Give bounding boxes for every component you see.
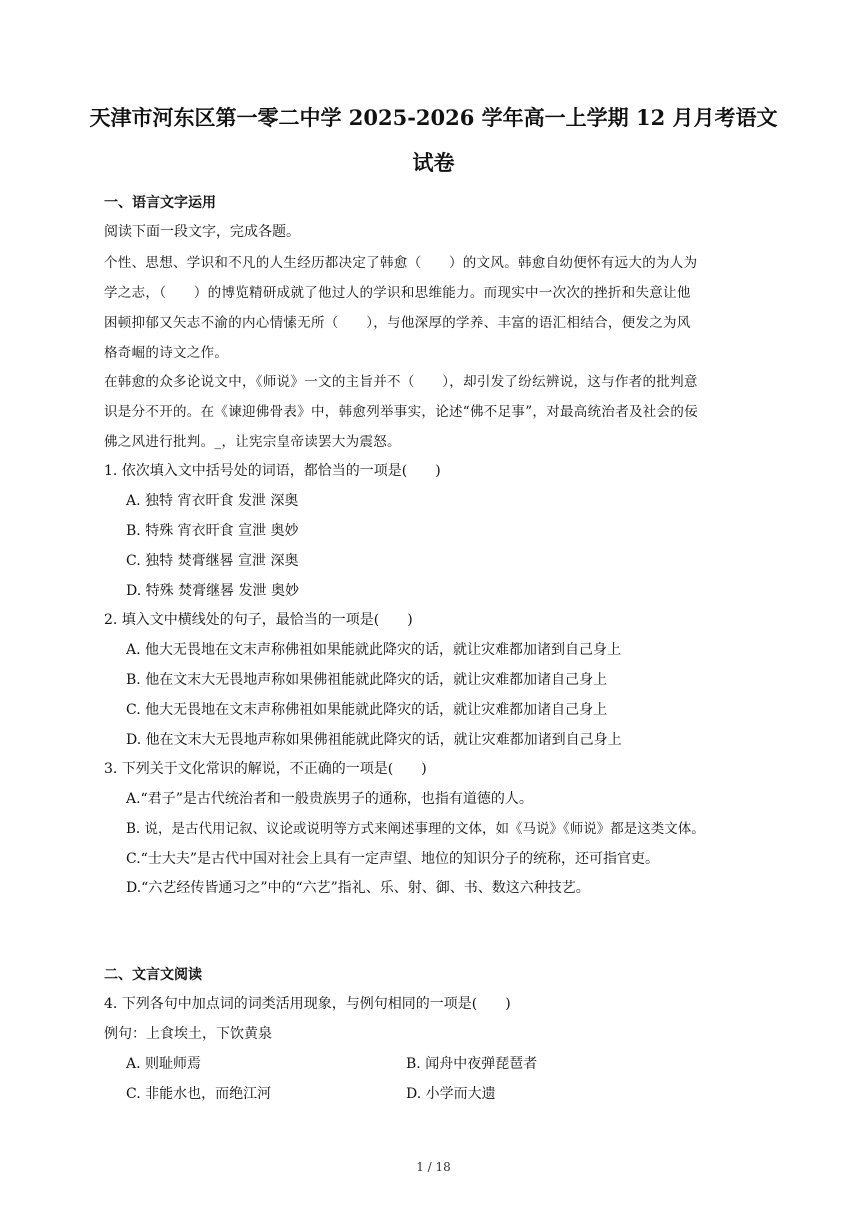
question-1-option-b: B. 特殊 宵衣旰食 宣泄 奥妙 <box>126 523 299 539</box>
question-1-option-a: A. 独特 宵衣旰食 发泄 深奥 <box>126 493 299 509</box>
question-3-option-b: B. 说，是古代用记叙、议论或说明等方式来阐述事理的文体，如《马说》《师说》都是这类文体。 <box>126 821 705 837</box>
question-3-option-c: C.“士大夫”是古代中国对社会上具有一定声望、地位的知识分子的统称，还可指官吏。 <box>126 851 659 867</box>
exam-title-line1: 天津市河东区第一零二中学 2025-2026 学年高一上学期 12 月月考语文 <box>89 105 778 130</box>
question-4-option-a: A. 则耻师焉 <box>126 1056 202 1072</box>
question-2-option-d: D. 他在文末大无畏地声称如果佛祖能就此降灾的话，就让灾难都加诸到自己身上 <box>126 732 622 748</box>
question-1-option-d: D. 特殊 焚膏继晷 发泄 奥妙 <box>126 583 299 599</box>
passage-line: 在韩愈的众多论说文中，《师说》一文的主旨并不（ ），却引发了纷纭辨说，这与作者的批判意 <box>104 374 698 390</box>
question-4-option-d: D. 小学而大遗 <box>406 1086 496 1102</box>
passage-line: 格奇崛的诗文之作。 <box>104 345 229 361</box>
question-1-option-c: C. 独特 焚膏继晷 宣泄 深奥 <box>126 553 299 569</box>
question-4-example: 例句：上食埃土，下饮黄泉 <box>104 1026 272 1042</box>
passage-line: 识是分不开的。在《谏迎佛骨表》中，韩愈列举事实，论述“佛不足事”，对最高统治者及社会的佞 <box>104 404 699 420</box>
question-4-option-c: C. 非能水也，而绝江河 <box>126 1086 272 1102</box>
question-4-option-b: B. 闻舟中夜弹琵琶者 <box>406 1056 538 1072</box>
question-2-option-c: C. 他大无畏地在文末声称佛祖如果能就此降灾的话，就让灾难都加诸自己身上 <box>126 702 608 718</box>
question-3-option-d: D.“六艺经传皆通习之”中的“六艺”指礼、乐、射、御、书、数这六种技艺。 <box>126 880 590 896</box>
passage-line: 个性、思想、学识和不凡的人生经历都决定了韩愈（ ）的文风。韩愈自幼便怀有远大的为人为 <box>104 255 698 271</box>
question-2-stem: 2. 填入文中横线处的句子，最恰当的一项是( ) <box>104 612 413 628</box>
passage-line: 佛之风进行批判。_，让宪宗皇帝读罢大为震怒。 <box>104 434 401 450</box>
question-3-stem: 3. 下列关于文化常识的解说，不正确的一项是( ) <box>104 761 427 777</box>
question-1-stem: 1. 依次填入文中括号处的词语，都恰当的一项是( ) <box>104 463 441 479</box>
exam-title-line2: 试卷 <box>412 150 455 175</box>
page-number: 1 / 18 <box>416 1160 451 1174</box>
passage-line: 困顿抑郁又矢志不渝的内心情愫无所（ ），与他深厚的学养、丰富的语汇相结合，便发之为风 <box>104 315 691 331</box>
section1-heading: 一、语言文字运用 <box>104 195 216 211</box>
question-2-option-a: A. 他大无畏地在文末声称佛祖如果能就此降灾的话，就让灾难都加诸到自己身上 <box>126 642 622 658</box>
passage-line: 学之志，（ ）的博览精研成就了他过人的学识和思维能力。而现实中一次次的挫折和失意让他 <box>104 285 691 301</box>
section1-instruction: 阅读下面一段文字，完成各题。 <box>104 224 300 240</box>
section2-heading: 二、文言文阅读 <box>104 967 202 983</box>
question-4-stem: 4. 下列各句中加点词的词类活用现象，与例句相同的一项是( ) <box>104 996 511 1012</box>
question-3-option-a: A.“君子”是古代统治者和一般贵族男子的通称，也指有道德的人。 <box>126 791 533 807</box>
question-2-option-b: B. 他在文末大无畏地声称如果佛祖能就此降灾的话，就让灾难都加诸自己身上 <box>126 672 608 688</box>
